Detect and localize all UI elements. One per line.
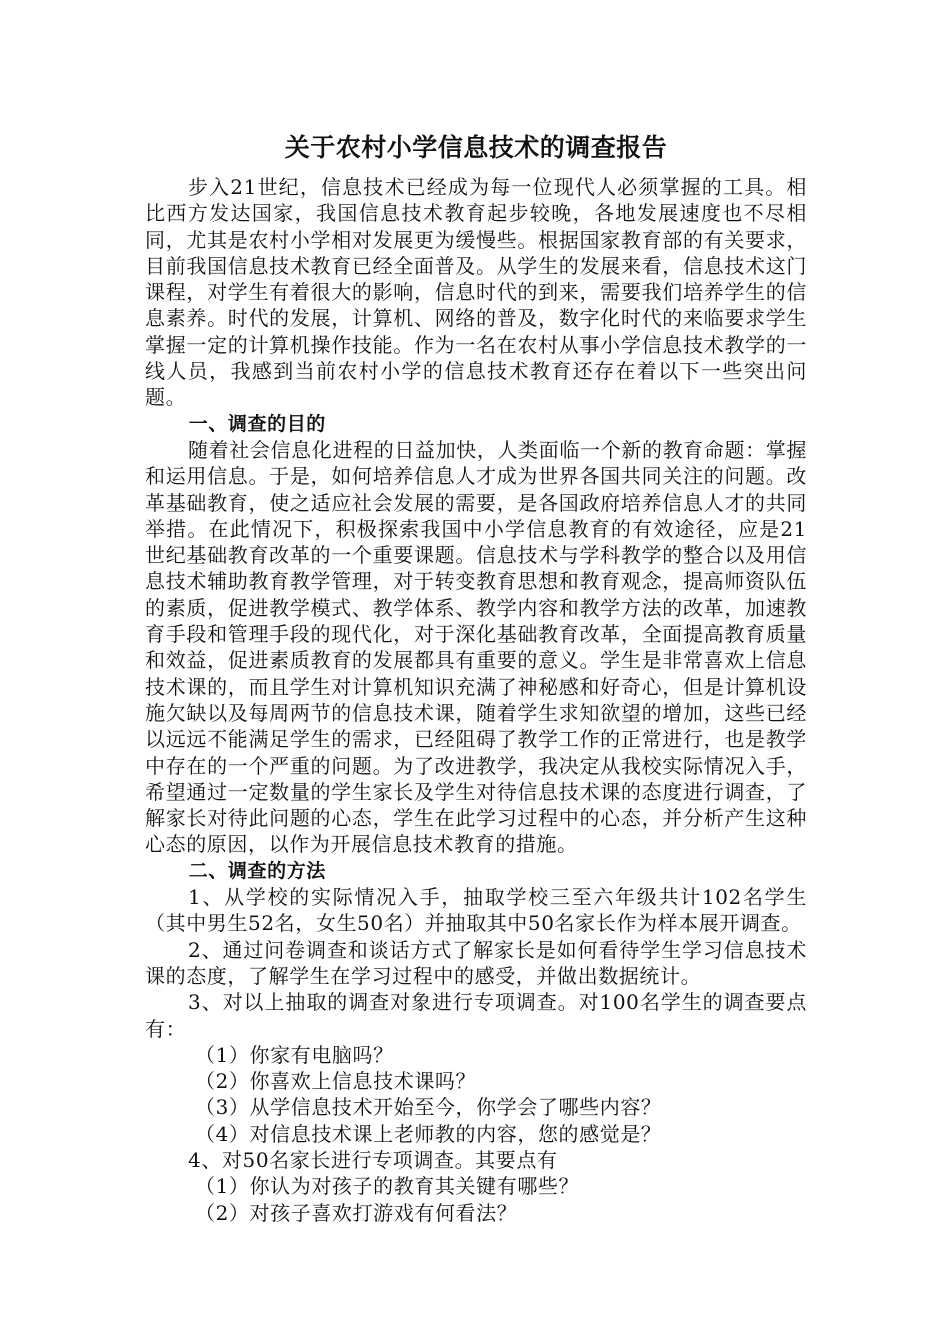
- student-question: （1）你家有电脑吗？: [195, 1042, 394, 1067]
- method-item-1: 1、从学校的实际情况入手，抽取学校三至六年级共计102名学生（其中男生52名，女生50名）并抽取其中50名家长作为样本展开调查。: [145, 885, 807, 936]
- document-title: 关于农村小学信息技术的调查报告: [284, 133, 668, 162]
- purpose-paragraph: 随着社会信息化进程的日益加快，人类面临一个新的教育命题：掌握和运用信息。于是，如何培养信息人才成为世界各国共同关注的问题。改革基础教育，使之适应社会发展的需要，是各国政府培养信息人才的共同举措。在此情况下，积极探索我国中小学信息教育的有效途径，应是21世纪基础教育改革的一个重要课题。信息技术与学科教学的整合以及用信息技术辅助教育教学管理，对于转变教育思想和教育观念，提高师资队伍的素质，促进教学模式、教学体系、教学内容和教学方法的改革，加速教育手段和管理手段的现代化，对于深化基础教育改革，全面提高教育质量和效益，促进素质教育的发展都具有重要的意义。学生是非常喜欢上信息技术课的，而且学生对计算机知识充满了神秘感和好奇心，但是计算机设施欠缺以及每周两节的信息技术课，随着学生求知欲望的增加，这些已经以远远不能满足学生的需求，已经阻碍了教学工作的正常进行，也是教学中存在的一个严重的问题。为了改进教学，我决定从我校实际情况入手，希望通过一定数量的学生家长及学生对待信息技术课的态度进行调查，了解家长对待此问题的心态，学生在此学习过程中的心态，并分析产生这种心态的原因，以作为开展信息技术教育的措施。: [145, 437, 807, 857]
- method-item-2: 2、通过问卷调查和谈话方式了解家长是如何看待学生学习信息技术课的态度，了解学生在学习过程中的感受，并做出数据统计。: [145, 937, 807, 988]
- method-item-4: 4、对50名家长进行专项调查。其要点有: [188, 1147, 558, 1172]
- section-heading-method: 二、调查的方法: [188, 859, 326, 882]
- student-question: （4）对信息技术课上老师教的内容，您的感觉是？: [195, 1121, 662, 1146]
- intro-paragraph: 步入21世纪，信息技术已经成为每一位现代人必须掌握的工具。相比西方发达国家，我国信息技术教育起步较晚，各地发展速度也不尽相同，尤其是农村小学相对发展更为缓慢些。根据国家教育部的有关要求，目前我国信息技术教育已经全面普及。从学生的发展来看，信息技术这门课程，对学生有着很大的影响，信息时代的到来，需要我们培养学生的信息素养。时代的发展，计算机、网络的普及，数字化时代的来临要求学生掌握一定的计算机操作技能。作为一名在农村从事小学信息技术教学的一线人员，我感到当前农村小学的信息技术教育还存在着以下一些突出问题。: [145, 175, 807, 410]
- student-question: （3）从学信息技术开始至今，你学会了哪些内容？: [195, 1095, 662, 1120]
- parent-question: （2）对孩子喜欢打游戏有何看法？: [195, 1200, 518, 1225]
- document-page: [145, 128, 807, 1226]
- section-heading-purpose: 一、调查的目的: [188, 412, 326, 435]
- student-question: （2）你喜欢上信息技术课吗？: [195, 1069, 477, 1094]
- parent-question: （1）你认为对孩子的教育其关键有哪些？: [195, 1174, 580, 1199]
- method-item-3: 3、对以上抽取的调查对象进行专项调查。对100名学生的调查要点有：: [145, 990, 807, 1041]
